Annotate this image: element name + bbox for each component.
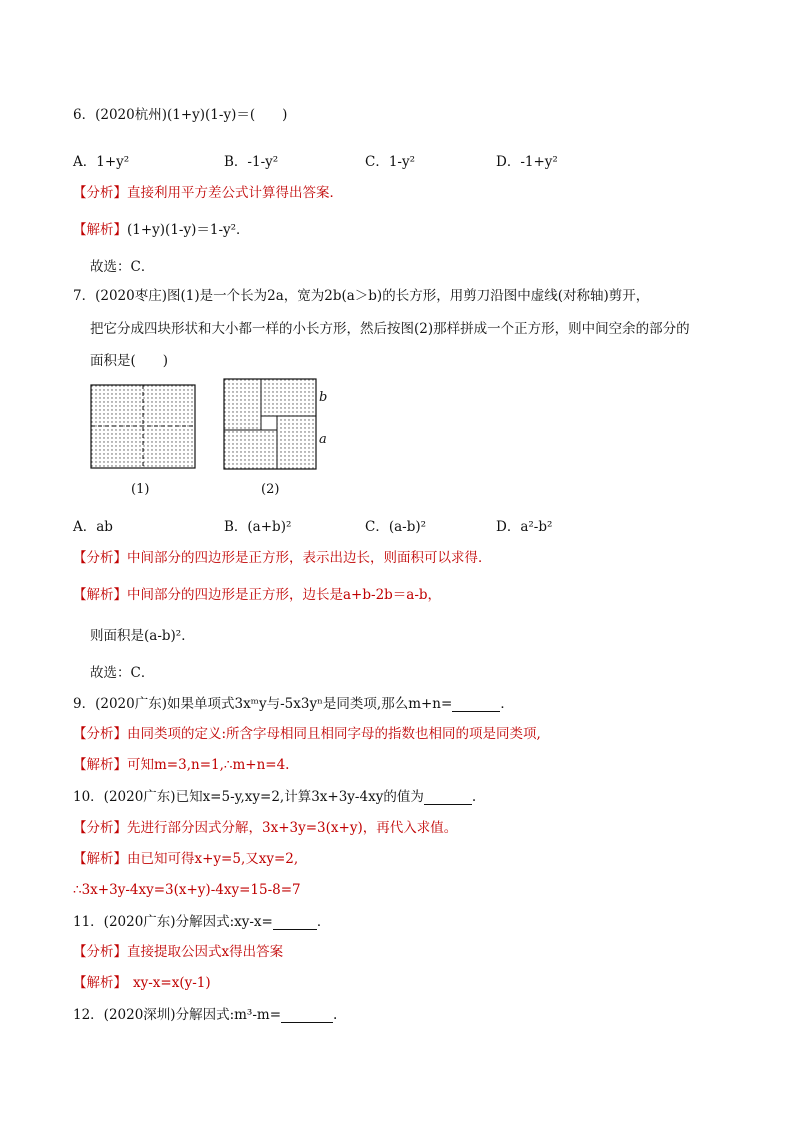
analysis-tag: 【分析】 [73, 550, 127, 566]
analysis-text: 直接利用平方差公式计算得出答案． [127, 185, 343, 201]
analysis-text: 直接提取公因式x得出答案 [127, 944, 284, 960]
q12-stem [73, 1008, 337, 1023]
q7-stem-line2: 把它分成四块形状和大小都一样的小长方形，然后按图(2)那样拼成一个正方形，则中间空余的部分的 [90, 321, 690, 337]
q7-option-a: A．ab [73, 519, 113, 535]
q7-figure-2 [223, 378, 319, 472]
q6-answer: 故选：C． [90, 259, 155, 275]
solution-tag: 【解析】 [73, 587, 127, 603]
q7-option-b: B．(a+b)² [224, 519, 292, 535]
solution-tag: 【解析】 [73, 757, 127, 773]
analysis-text: 先进行部分因式分解，3x+3y=3(x+y)，再代入求值。 [127, 820, 458, 836]
solution-text: 中间部分的四边形是正方形，边长是a+b-2b＝a-b， [127, 587, 442, 603]
q7-analysis [73, 552, 492, 566]
q7-solution [73, 589, 441, 603]
q11-answer-blank [273, 915, 317, 930]
q7-option-d: D．a²-b² [496, 519, 553, 535]
q6-option-b: B．-1-y² [224, 154, 279, 170]
analysis-tag: 【分析】 [73, 944, 127, 960]
q11-stem-text: 11．(2020广东)分解因式:xy-x= [73, 914, 273, 930]
q9-solution [73, 759, 289, 773]
q6-option-c: C．1-y² [365, 154, 416, 170]
solution-text: 可知m=3,n=1,∴m+n=4. [127, 757, 290, 773]
q9-stem-text: 9．(2020广东)如果单项式3xᵐy与-5x3yⁿ是同类项,那么m+n= [73, 696, 453, 712]
q9-answer-blank [452, 697, 500, 712]
q9-stem [73, 697, 514, 712]
solution-text: xy-x=x(y-1) [133, 975, 211, 991]
q11-analysis [73, 946, 283, 960]
q12-answer-blank [281, 1008, 333, 1023]
q11-stem [73, 915, 330, 930]
analysis-tag: 【分析】 [73, 820, 127, 836]
q12-stem-text: 12．(2020深圳)分解因式:m³-m= [73, 1007, 282, 1023]
q7-stem-line3: 面积是( ) [90, 353, 169, 369]
q6-option-a: A．1+y² [73, 154, 130, 170]
q7-figure-2-side-b: b [319, 390, 328, 405]
q10-stem [73, 790, 476, 805]
q10-stem-text: 10．(2020广东)已知x=5-y,xy=2,计算3x+3y-4xy的值为 [73, 789, 424, 805]
q10-answer-blank [424, 790, 472, 805]
solution-tag: 【解析】 [73, 975, 127, 991]
q6-analysis [73, 187, 343, 201]
q10-analysis [73, 822, 457, 836]
q7-option-c: C．(a-b)² [365, 519, 427, 535]
q7-figure-2-label: (2) [261, 482, 280, 497]
q7-figure-2-side-a: a [319, 432, 327, 447]
solution-tag: 【解析】 [73, 851, 127, 867]
q11-stem-end: ． [316, 914, 331, 930]
solution-tag: 【解析】 [73, 222, 127, 238]
q9-analysis [73, 728, 541, 742]
q7-answer: 故选：C． [90, 665, 155, 681]
analysis-text: 中间部分的四边形是正方形，表示出边长，则面积可以求得． [127, 550, 492, 566]
q7-figure-1-label: (1) [131, 482, 150, 497]
q7-stem-line1: 7．(2020枣庄)图(1)是一个长为2a，宽为2b(a＞b)的长方形，用剪刀沿图中虚线(对称轴)剪开， [73, 288, 650, 304]
analysis-tag: 【分析】 [73, 185, 127, 201]
q9-stem-end: ． [500, 696, 514, 712]
q6-solution [73, 224, 250, 238]
q10-stem-end: . [471, 789, 477, 805]
q12-stem-end: . [333, 1007, 338, 1023]
q11-solution [73, 977, 211, 991]
q7-figure-1 [90, 384, 200, 470]
q6-option-d: D．-1+y² [496, 154, 558, 170]
analysis-text: 由同类项的定义:所含字母相同且相同字母的指数也相同的项是同类项, [127, 726, 541, 742]
analysis-tag: 【分析】 [73, 726, 127, 742]
q7-solution-line2: 则面积是(a-b)²． [90, 628, 195, 644]
q10-solution-line2: ∴3x+3y-4xy=3(x+y)-4xy=15-8=7 [73, 882, 301, 898]
q6-stem: 6．(2020杭州)(1+y)(1-y)＝( ) [73, 107, 288, 123]
solution-text: 由已知可得x+y=5,又xy=2, [127, 851, 299, 867]
q10-solution [73, 853, 298, 867]
solution-text: (1+y)(1-y)＝1-y²． [127, 222, 250, 238]
